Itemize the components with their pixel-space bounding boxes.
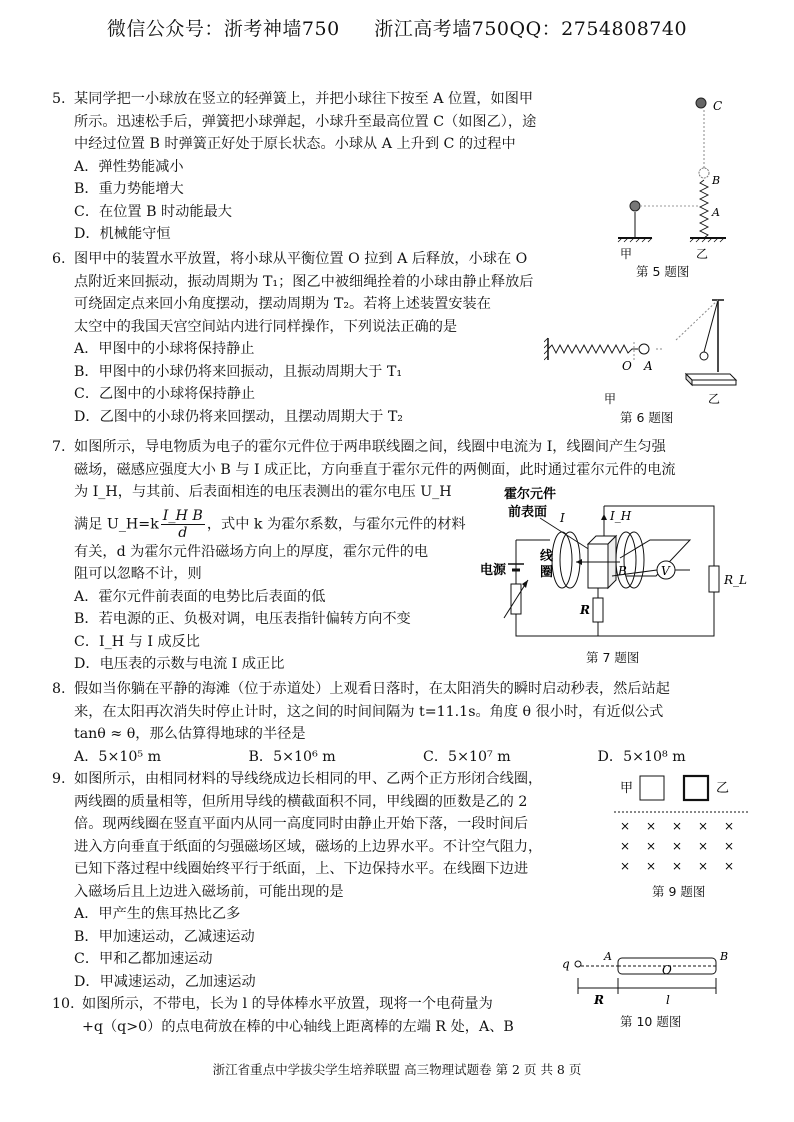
q7-text-1: 如图所示，导电物质为电子的霍尔元件位于两串联线圈之间，线圈中电流为 I，线圈间产生匀强	[74, 439, 666, 455]
question-number: 9.	[52, 771, 66, 787]
label-jia: 甲	[620, 781, 634, 796]
hall-formula-fraction	[161, 508, 205, 541]
question-number: 8.	[52, 681, 66, 697]
q5-text-3: 中经过位置 B 时弹簧正好处于原长状态。小球从 A 上升到 C 的过程中	[74, 136, 516, 152]
label-r: R	[594, 993, 604, 1007]
q6-text-4: 太空中的我国天宫空间站内进行同样操作，下列说法正确的是	[74, 318, 458, 335]
q8-text-2: 来，在太阳再次消失时停止计时，这之间的时间间隔为 t=11.1s。角度 θ 很小时，有近似公式	[74, 703, 664, 720]
label-a: A	[604, 950, 612, 963]
q9-option-b: B．甲加速运动，乙减速运动	[74, 928, 255, 945]
label-o: O	[622, 359, 632, 373]
q8-option-a: A．5×10⁵ m	[74, 748, 162, 765]
q5-option-b: B．重力势能增大	[74, 181, 184, 197]
q7-option-b: B．若电源的正、负极对调，电压表指针偏转方向不变	[74, 611, 411, 627]
question-6	[52, 248, 592, 428]
fraction-numerator: I_H B	[162, 507, 203, 524]
q6-option-c: C．乙图中的小球将保持静止	[74, 386, 256, 402]
question-number: 5.	[52, 91, 66, 107]
label-hall: 霍尔元件	[504, 487, 557, 502]
label-a: A	[712, 206, 720, 219]
label-r: R	[580, 603, 590, 617]
label-rl: R_L	[724, 573, 748, 587]
q6-option-a: A．甲图中的小球将保持静止	[74, 341, 255, 357]
label-yi: 乙	[696, 247, 709, 260]
label-ih: I_H	[610, 509, 632, 523]
question-8	[52, 678, 772, 768]
label-coil-2: 圈	[540, 565, 554, 580]
label-b: B	[618, 564, 627, 578]
magnetic-field-mark: ×	[672, 839, 683, 853]
label-jia: 甲	[620, 247, 633, 260]
magnetic-field-mark: ×	[672, 819, 683, 833]
q7-option-d: D．电压表的示数与电流 I 成正比	[74, 656, 285, 672]
question-number: 7.	[52, 439, 66, 455]
magnetic-field-mark: ×	[698, 819, 709, 833]
figure-7-caption: 第 7 题图	[586, 650, 640, 665]
question-10	[52, 993, 597, 1038]
q10-text-1: 如图所示，不带电，长为 l 的导体棒水平放置，现将一个电荷量为	[82, 996, 493, 1012]
q9-text-2: 两线圈的质量相等，但所用导线的横截面积不同，甲线圈的匝数是乙的 2	[74, 793, 528, 810]
q6-text-2: 点附近来回振动，振动周期为 T₁；图乙中被细绳拴着的小球由静止释放后	[74, 273, 534, 290]
header-wechat: 微信公众号：浙考神墙750	[106, 18, 340, 40]
question-number: 10.	[52, 996, 75, 1012]
q7-text-6: 阻可以忽略不计，则	[74, 566, 202, 582]
q5-text-2: 所示。迅速松手后，弹簧把小球弹起，小球升至最高位置 C（如图乙），途	[74, 113, 537, 130]
label-coil-1: 线	[540, 549, 554, 564]
page-footer: 浙江省重点中学拔尖学生培养联盟 高三物理试题卷 第 2 页 共 8 页	[212, 1062, 582, 1077]
magnetic-field-mark: ×	[646, 859, 657, 873]
figure-9-caption: 第 9 题图	[652, 884, 706, 899]
q8-text-3: tanθ ≈ θ，那么估算得地球的半径是	[74, 726, 306, 742]
q10-text-2: +q（q>0）的点电荷放在棒的中心轴线上距离棒的左端 R 处，A、B	[82, 1018, 514, 1035]
q5-option-d: D．机械能守恒	[74, 226, 171, 242]
q8-options	[52, 746, 772, 769]
q7-text-3: 为 I_H，与其前、后表面相连的电压表测出的霍尔电压 U_H	[74, 484, 452, 500]
magnetic-field-mark: ×	[724, 859, 735, 873]
q6-option-d: D．乙图中的小球仍将来回摆动，且摆动周期大于 T₂	[74, 408, 403, 425]
label-c: C	[713, 99, 723, 113]
label-a: A	[644, 359, 653, 373]
magnetic-field-mark: ×	[646, 839, 657, 853]
figure-9-coils-field	[612, 768, 752, 878]
label-b: B	[720, 950, 729, 963]
label-l: l	[666, 993, 670, 1007]
label-front: 前表面	[508, 505, 548, 520]
figure-10-caption: 第 10 题图	[620, 1014, 682, 1029]
q7-option-a: A．霍尔元件前表面的电势比后表面的低	[74, 588, 326, 605]
q5-option-a: A．弹性势能减小	[74, 158, 184, 175]
q9-text-6: 入磁场后且上边进入磁场前，可能出现的是	[74, 883, 344, 900]
magnetic-field-mark: ×	[672, 859, 683, 873]
q9-option-d: D．甲减速运动，乙加速运动	[74, 973, 256, 990]
magnetic-field-mark: ×	[620, 859, 631, 873]
label-o: O	[662, 963, 672, 977]
q5-option-c: C．在位置 B 时动能最大	[74, 203, 232, 220]
q8-option-b: B．5×10⁶ m	[248, 748, 336, 765]
question-number: 6.	[52, 251, 66, 267]
q8-option-c: C．5×10⁷ m	[423, 748, 511, 765]
label-yi: 乙	[708, 392, 721, 405]
q8-text-1: 假如当你躺在平静的海滩（位于赤道处）上观看日落时，在太阳消失的瞬时启动秒表，然后站起	[74, 681, 670, 697]
figure-5-spring-ball	[600, 90, 750, 260]
q7-option-c: C．I_H 与 I 成反比	[74, 633, 200, 650]
magnetic-field-mark: ×	[724, 819, 735, 833]
q7-text-5: 有关，d 为霍尔元件沿磁场方向上的厚度，霍尔元件的电	[74, 543, 429, 560]
q8-option-d: D．5×10⁸ m	[597, 748, 686, 765]
q9-text-5: 已知下落过程中线圈始终平行于纸面，上、下边保持水平。在线圈下边进	[74, 861, 529, 877]
magnetic-field-mark: ×	[698, 839, 709, 853]
magnetic-field-mark: ×	[620, 819, 631, 833]
fraction-denominator: d	[178, 524, 188, 541]
q6-text-1: 图甲中的装置水平放置，将小球从平衡位置 O 拉到 A 后释放，小球在 O	[74, 251, 528, 267]
q9-option-c: C．甲和乙都加速运动	[74, 951, 213, 967]
magnetic-field-mark: ×	[646, 819, 657, 833]
q7-text-4a: 满足 U_H=k	[74, 516, 159, 532]
label-q: q	[562, 957, 570, 971]
label-b: B	[712, 174, 721, 187]
q7-text-4b: ，式中 k 为霍尔系数，与霍尔元件的材料	[206, 516, 466, 532]
label-jia: 甲	[604, 392, 617, 405]
q9-text-1: 如图所示，由相同材料的导线绕成边长相同的甲、乙两个正方形闭合线圈，	[74, 771, 543, 787]
q6-text-3: 可绕固定点来回小角度摆动，摆动周期为 T₂。若将上述装置安装在	[74, 296, 491, 312]
q6-option-b: B．甲图中的小球仍将来回振动，且振动周期大于 T₁	[74, 363, 403, 380]
q9-text-3: 倍。现两线圈在竖直平面内从同一高度同时由静止开始下落，一段时间后	[74, 816, 529, 832]
q7-text-2: 磁场，磁感应强度大小 B 与 I 成正比，方向垂直于霍尔元件的两侧面，此时通过霍尔元件的电流	[74, 461, 676, 478]
question-5	[52, 88, 592, 246]
label-v: V	[661, 564, 670, 578]
figure-7-hall-circuit	[480, 480, 750, 645]
figure-5-caption: 第 5 题图	[636, 264, 690, 279]
figure-6-oscillators	[544, 290, 744, 405]
magnetic-field-mark: ×	[698, 859, 709, 873]
page-header	[0, 14, 794, 41]
label-i: I	[560, 511, 565, 525]
q9-option-a: A．甲产生的焦耳热比乙多	[74, 906, 241, 922]
magnetic-field-mark: ×	[620, 839, 631, 853]
figure-6-caption: 第 6 题图	[620, 410, 674, 425]
figure-10-rod-charge	[562, 948, 742, 1010]
header-qq: 浙江高考墙750QQ：2754808740	[374, 18, 688, 40]
q5-text-1: 某同学把一小球放在竖立的轻弹簧上，并把小球往下按至 A 位置，如图甲	[74, 91, 534, 107]
question-9	[52, 768, 597, 993]
magnetic-field-mark: ×	[724, 839, 735, 853]
label-source: 电源	[480, 563, 507, 578]
label-yi: 乙	[716, 781, 730, 796]
q9-text-4: 进入方向垂直于纸面的匀强磁场区域，磁场的上边界水平。不计空气阻力，	[74, 838, 543, 855]
